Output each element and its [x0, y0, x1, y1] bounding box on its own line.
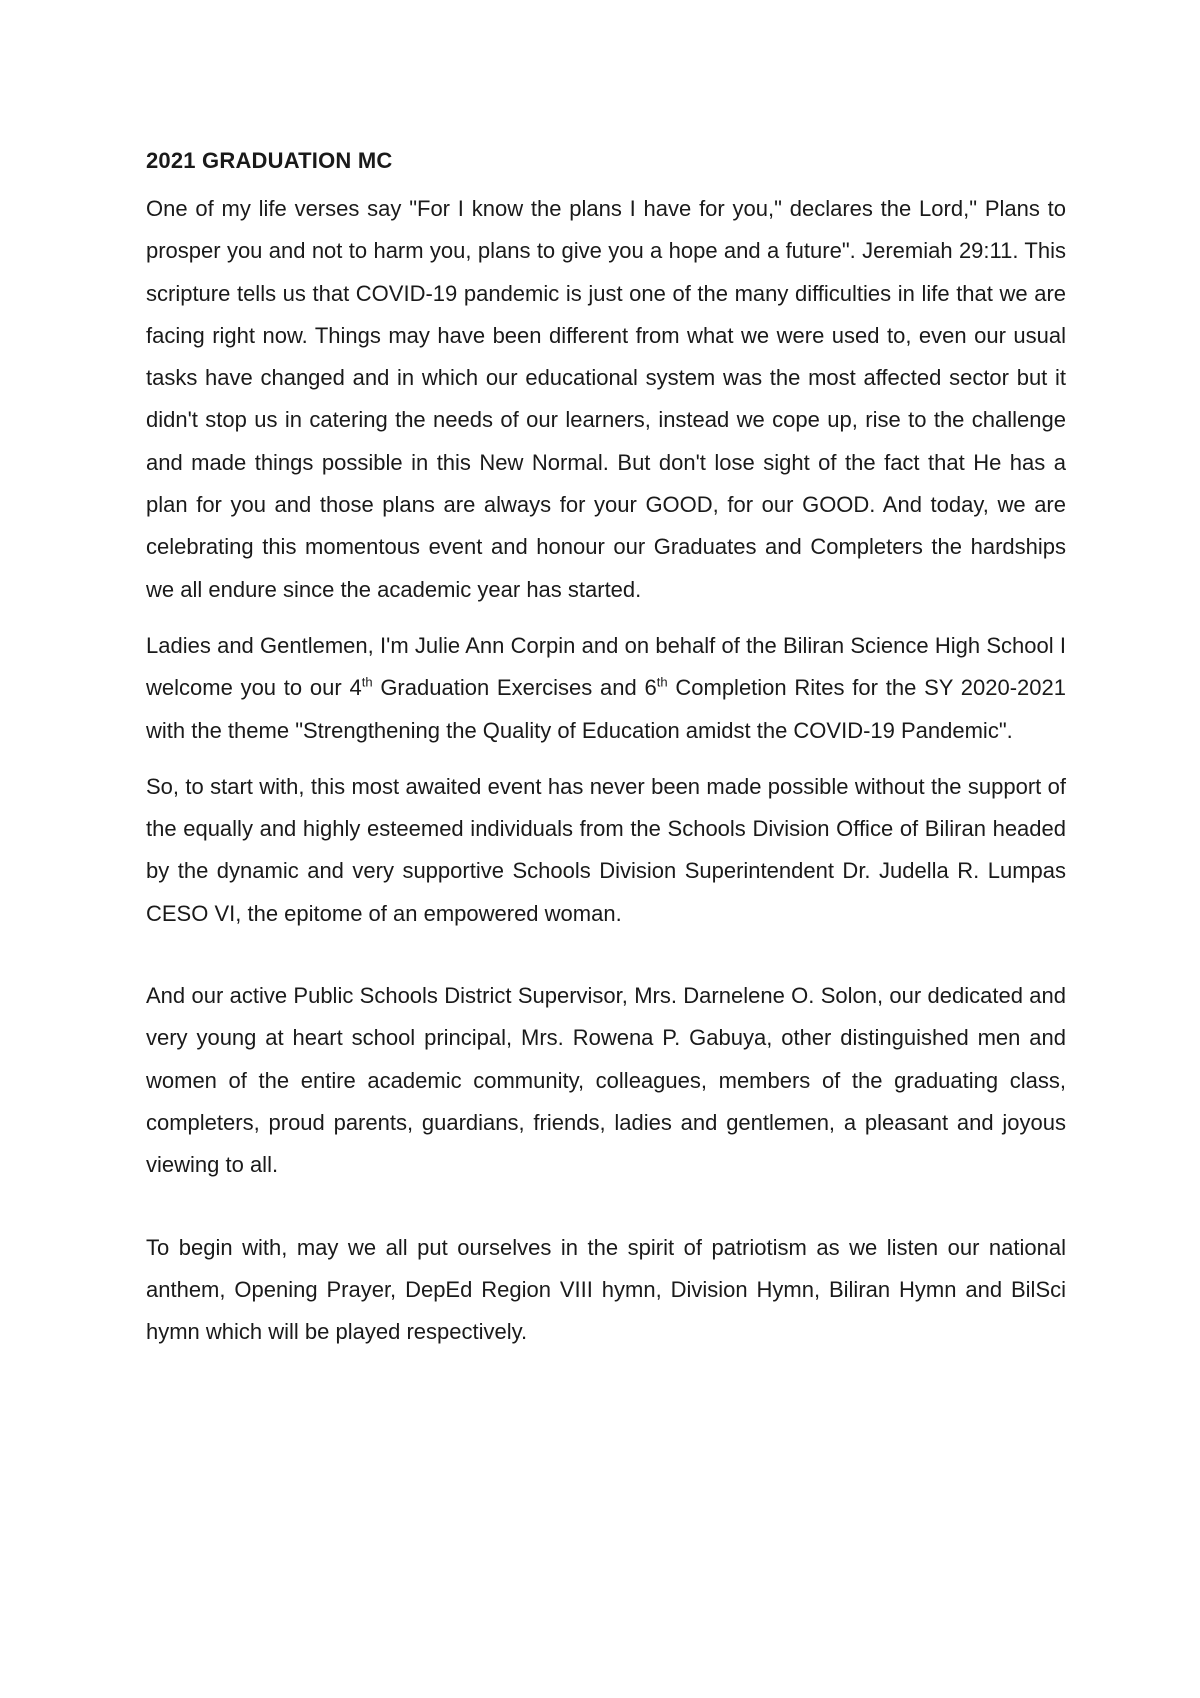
- welcome-text-part1: Ladies and Gentlemen, I'm Julie Ann Corpin and on behalf of the Biliran Science High School I welcome you to our 4: [146, 632, 1066, 701]
- paragraph-acknowledgement-sds: So, to start with, this most awaited event has never been made possible without the support of the equally and highly esteemed individuals from the Schools Division Office of Biliran headed by the dynamic and very supportive Schools Division Superintendent Dr. Judella R. Lumpas CESO VI, the epitome of an empowered woman.: [146, 773, 1066, 926]
- ordinal-suffix-6th: th: [656, 674, 668, 690]
- welcome-text-part3: Completion Rites for the SY 2020-2021 with the theme "Strengthening the Quality of Education amidst the COVID-19 Pandemic".: [146, 675, 1066, 743]
- welcome-text-part2: Graduation Exercises and 6: [372, 675, 657, 701]
- document-title: 2021 GRADUATION MC: [146, 148, 393, 173]
- ordinal-suffix-4th: th: [361, 674, 373, 690]
- paragraph-anthem: To begin with, may we all put ourselves in the spirit of patriotism as we listen our national anthem, Opening Prayer, DepEd Region VIII hymn, Division Hymn, Biliran Hymn and BilSci hymn which will be played respectively.: [146, 1234, 1066, 1345]
- paragraph-acknowledgement-guests: And our active Public Schools District Supervisor, Mrs. Darnelene O. Solon, our dedicated and very young at heart school principal, Mrs. Rowena P. Gabuya, other distinguished men and women of the entire academic community, colleagues, members of the graduating class, completers, proud parents, guardians, friends, ladies and gentlemen, a pleasant and joyous viewing to all.: [146, 983, 1066, 1178]
- paragraph-welcome: [146, 625, 1066, 752]
- paragraph-opening-verse: One of my life verses say "For I know the plans I have for you," declares the Lord," Plans to prosper you and not to harm you, plans to give you a hope and a future". Jeremiah 29:11. This scripture tells us that COVID-19 pandemic is just one of the many difficulties in life that we are facing right now. Things may have been different from what we were used to, even our usual tasks have changed and in which our educational system was the most affected sector but it didn't stop us in catering the needs of our learners, instead we cope up, rise to the challenge and made things possible in this New Normal. But don't lose sight of the fact that He has a plan for you and those plans are always for your GOOD, for our GOOD. And today, we are celebrating this momentous event and honour our Graduates and Completers the hardships we all endure since the academic year has started.: [146, 196, 1066, 602]
